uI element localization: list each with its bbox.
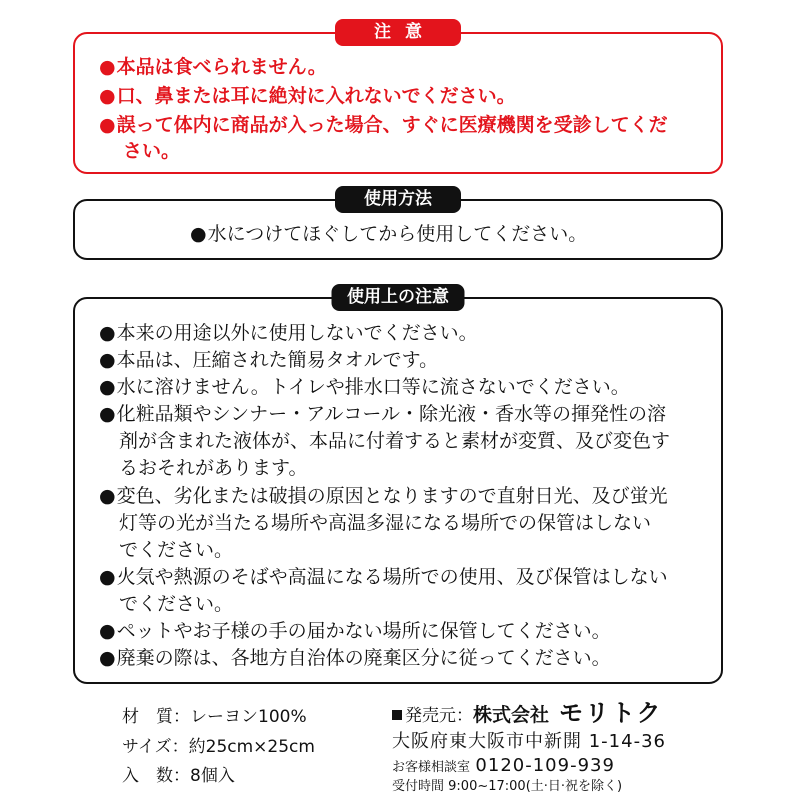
bullet-icon: ●	[99, 376, 116, 398]
phone-number: 0120-109-939	[475, 755, 615, 776]
seller-line: 発売元：株式会社 モリトク	[392, 702, 663, 727]
bullet-icon: ●	[99, 56, 116, 78]
bullet-icon: ●	[99, 114, 116, 136]
precaution-item-2: ●本品は、圧縮された簡易タオルです。	[99, 349, 439, 371]
precaution-item-5: ●変色、劣化または破損の原因となりますので直射日光、及び蛍光	[99, 485, 668, 507]
precaution-item-5-line-2: 灯等の光が当たる場所や高温多湿になる場所での保管はしない	[119, 512, 652, 534]
bullet-icon: ●	[99, 566, 116, 588]
bullet-icon: ●	[99, 620, 116, 642]
precautions-title: 使用上の注意	[332, 284, 465, 311]
precaution-item-4: ●化粧品類やシンナー・アルコール・除光液・香水等の揮発性の溶	[99, 403, 666, 425]
bullet-icon: ●	[99, 85, 116, 107]
caution-box	[73, 22, 723, 174]
hours-line: 受付時間 9:00~17:00(土·日·祝を除く)	[392, 779, 623, 794]
precaution-item-4-line-3: るおそれがあります。	[119, 457, 308, 479]
spec-material: 材 質：レーヨン100%	[122, 707, 307, 727]
precaution-item-5-line-3: でください。	[119, 539, 234, 561]
precaution-item-6: ●火気や熱源のそばや高温になる場所での使用、及び保管はしない	[99, 566, 668, 588]
caution-item-1: ●本品は食べられません。	[99, 56, 327, 78]
company-brand: モリトク	[559, 699, 663, 727]
spec-count: 入 数：8個入	[122, 766, 235, 786]
usage-title: 使用方法	[335, 186, 461, 213]
usage-text: ●水につけてほぐしてから使用してください。	[190, 223, 588, 245]
caution-item-3: ●誤って体内に商品が入った場合、すぐに医療機関を受診してくだ	[99, 114, 668, 136]
bullet-icon: ●	[99, 485, 116, 507]
caution-title: 注意	[335, 19, 461, 46]
precaution-item-6-line-2: でください。	[119, 593, 234, 615]
precaution-item-8: ●廃棄の際は、各地方自治体の廃棄区分に従ってください。	[99, 647, 611, 669]
bullet-icon: ●	[99, 322, 116, 344]
precaution-item-1: ●本来の用途以外に使用しないでください。	[99, 322, 478, 344]
precaution-item-3: ●水に溶けません。トイレや排水口等に流さないでください。	[99, 376, 630, 398]
precautions-box	[73, 287, 723, 684]
square-bullet-icon	[392, 710, 402, 720]
precaution-item-4-line-2: 剤が含まれた液体が、本品に付着すると素材が変質、及び変色す	[119, 430, 671, 452]
bullet-icon: ●	[99, 647, 116, 669]
caution-item-2: ●口、鼻または耳に絶対に入れないでください。	[99, 85, 516, 107]
company-name: 株式会社	[473, 704, 550, 726]
phone-line: お客様相談室 0120-109-939	[392, 755, 615, 776]
precaution-item-7: ●ペットやお子様の手の届かない場所に保管してください。	[99, 620, 611, 642]
bullet-icon: ●	[99, 349, 116, 371]
usage-box	[73, 189, 723, 260]
bullet-icon: ●	[190, 223, 207, 245]
company-address: 大阪府東大阪市中新開 1-14-36	[392, 731, 666, 752]
spec-size: サイズ：約25cm×25cm	[122, 737, 315, 757]
caution-item-3-cont: さい。	[123, 140, 181, 162]
bullet-icon: ●	[99, 403, 116, 425]
